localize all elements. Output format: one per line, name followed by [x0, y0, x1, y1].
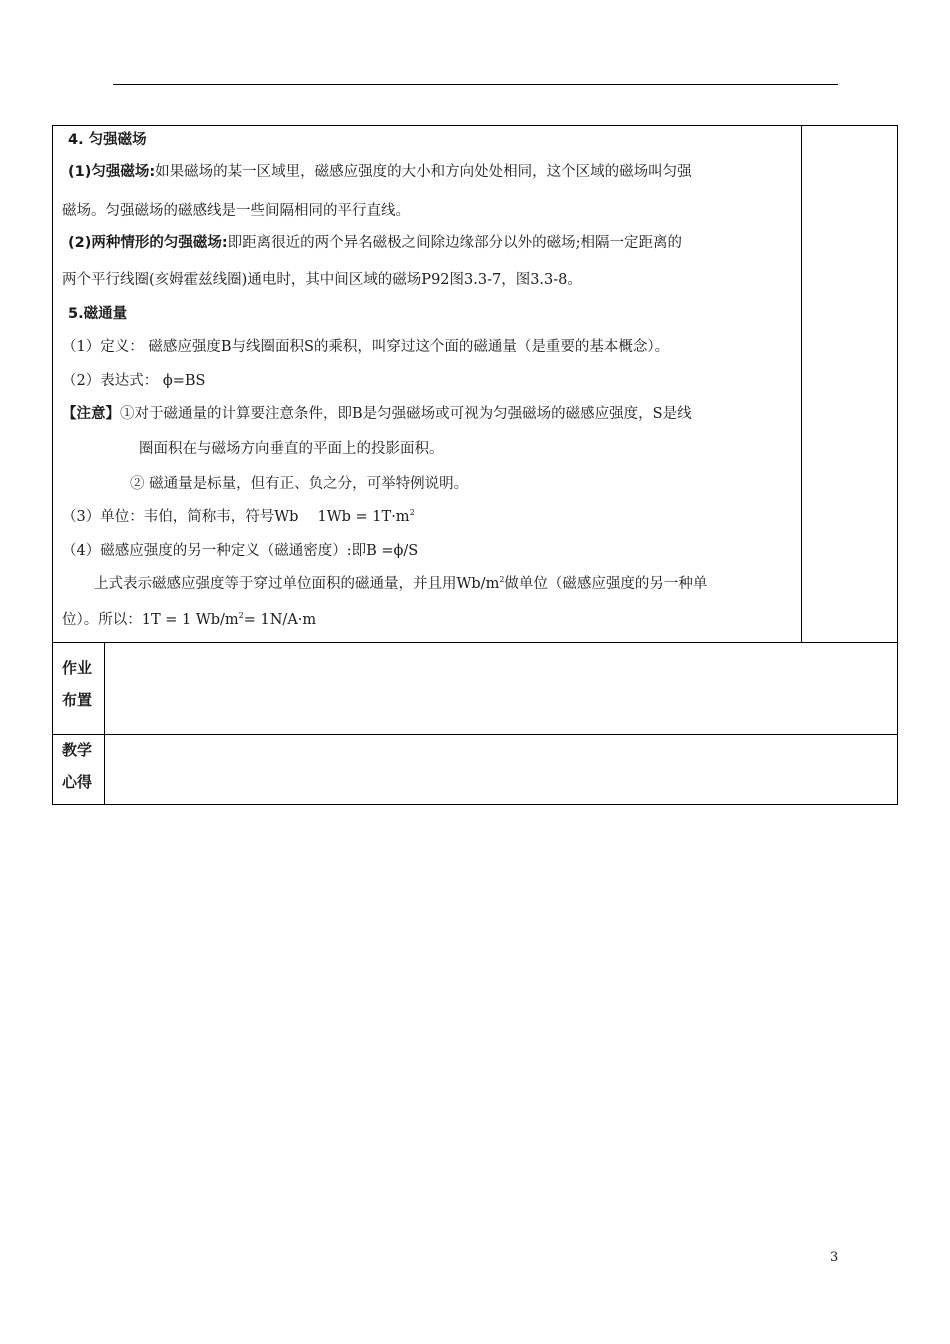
header-rule: [113, 84, 838, 85]
final-text: 位）。所以：1T = 1 Wb/m: [62, 612, 239, 628]
row-divider-reflection: [52, 734, 898, 735]
section4-p1-text: 如果磁场的某一区域里，磁感应强度的大小和方向处处相同，这个区域的磁场叫匀强: [155, 164, 692, 180]
note-1-text: ①对于磁通量的计算要注意条件，即B是匀强磁场或可视为匀强磁场的磁感应强度，S是线: [120, 406, 692, 422]
final-suffix: = 1N/A·m: [243, 612, 317, 628]
section4-p2-continuation: 两个平行线圈(亥姆霍兹线圈)通电时，其中间区域的磁场P92图3.3-7，图3.3-8。: [62, 272, 582, 288]
reflection-label-line1: 教学: [62, 741, 93, 759]
section4-p2-label: (2)两种情形的匀强磁场:: [68, 235, 228, 251]
explanation-superscript: 2: [499, 575, 505, 585]
final-line: [62, 610, 316, 630]
section5-heading: 5.磁通量: [68, 306, 128, 322]
unit-superscript: 2: [409, 508, 415, 518]
note-label: 【注意】: [62, 406, 120, 422]
section4-paragraph-1: [68, 162, 692, 182]
note-1-continuation: 圈面积在与磁场方向垂直的平面上的投影面积。: [139, 441, 444, 457]
section4-heading: 4. 匀强磁场: [68, 132, 147, 148]
page-number: 3: [830, 1250, 839, 1265]
alternate-definition: （4）磁感应强度的另一种定义（磁通密度）:即B =ϕ/S: [62, 543, 419, 559]
unit-text: （3）单位：韦伯，简称韦，符号Wb 1Wb = 1T·m: [62, 509, 410, 525]
explanation-line: [94, 574, 707, 594]
note-2: ② 磁通量是标量，但有正、负之分，可举特例说明。: [130, 476, 469, 492]
reflection-label-line2: 心得: [62, 773, 93, 791]
lesson-table: [52, 125, 898, 805]
explanation-text: 上式表示磁感应强度等于穿过单位面积的磁通量，并且用Wb/m: [94, 576, 500, 592]
final-superscript: 2: [238, 611, 244, 621]
unit-line: [62, 507, 415, 527]
homework-label-line2: 布置: [62, 691, 93, 709]
definition-line: （1）定义： 磁感应强度B与线圈面积S的乘积，叫穿过这个面的磁通量（是重要的基本概念）。: [62, 339, 670, 355]
note-1: [62, 404, 692, 424]
explanation-suffix: 做单位（磁感应强度的另一种单: [504, 576, 708, 592]
section4-p1-continuation: 磁场。匀强磁场的磁感线是一些间隔相同的平行直线。: [62, 203, 410, 219]
expression-line: （2）表达式： ϕ=BS: [62, 373, 206, 389]
section4-p1-label: (1)匀强磁场:: [68, 164, 156, 180]
label-column-divider: [104, 642, 105, 805]
row-divider-homework: [52, 642, 898, 643]
notes-column-divider: [801, 125, 802, 642]
section4-p2-text: 即距离很近的两个异名磁极之间除边缘部分以外的磁场;相隔一定距离的: [227, 235, 683, 251]
section4-paragraph-2: [68, 233, 682, 253]
homework-label-line1: 作业: [62, 659, 93, 677]
